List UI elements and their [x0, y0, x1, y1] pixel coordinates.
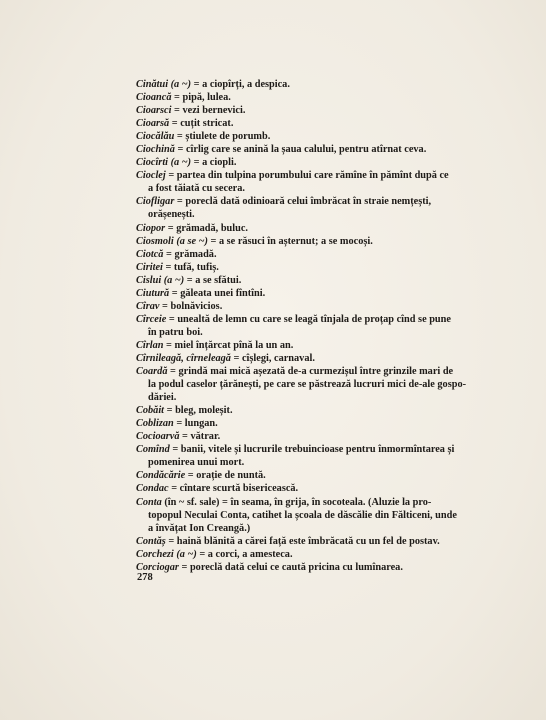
entry-definition: = cîntare scurtă bisericească.	[168, 483, 299, 495]
glossary-entry	[136, 261, 498, 274]
glossary-entry	[136, 78, 498, 91]
entry-headword: Contăș	[136, 535, 166, 547]
entry-definition: = cîșlegi, carnaval.	[230, 352, 315, 364]
entry-definition: = poreclă dată celui ce caută pricina cu lumînarea.	[178, 561, 403, 573]
page-number: 278	[137, 572, 153, 583]
entry-headword: Corciogar	[136, 561, 179, 573]
glossary-entry	[136, 117, 498, 130]
entry-headword: Cioarsci	[136, 105, 172, 117]
entry-definition: = cuțit stricat.	[169, 118, 234, 130]
entry-headword: Coardă	[136, 366, 168, 378]
entry-definition-continuation: topopul Neculai Conta, catihet la școala de dăscălie din Fălticeni, unde	[148, 509, 457, 521]
glossary-entry	[136, 248, 498, 261]
glossary-entry	[136, 548, 498, 561]
entry-definition: = miel înțărcat pînă la un an.	[163, 339, 294, 351]
entry-headword: Condăcărie	[136, 470, 186, 482]
entry-headword: Corchezi (a ~)	[136, 548, 197, 560]
entry-headword: Ciritei	[136, 261, 163, 273]
glossary-entry	[136, 365, 498, 404]
entry-definition-continuation: la podul caselor țărănești, pe care se păstrează lucruri mici de-ale gospo-	[148, 379, 467, 391]
glossary-entry	[136, 482, 498, 495]
entry-definition: = orație de nuntă.	[185, 470, 266, 482]
entry-definition-continuation: în patru boi.	[148, 326, 203, 338]
glossary-entry	[136, 91, 498, 104]
glossary-entry	[136, 235, 498, 248]
entry-definition: = știulete de porumb.	[174, 131, 271, 143]
entry-headword: Ciochină	[136, 144, 175, 156]
glossary-entry	[136, 169, 498, 195]
entry-headword: Cobăit	[136, 405, 165, 417]
entry-definition: = lungan.	[173, 418, 218, 430]
entry-headword: Cîrav	[136, 300, 160, 312]
entry-headword: Cioarsă	[136, 118, 170, 130]
entry-definition: = grindă mai mică așezată de-a curmezișul între grinzile mari de	[167, 366, 454, 378]
glossary-entry	[136, 417, 498, 430]
glossary-entry	[136, 104, 498, 117]
entry-definition-continuation: a fost tăiată cu secera.	[148, 183, 245, 195]
glossary-entry	[136, 300, 498, 313]
entry-headword: Cocioarvă	[136, 431, 180, 443]
entry-headword: Cioancă	[136, 92, 172, 104]
entry-definition: = partea din tulpina porumbului care rămîne în pămînt după ce	[165, 170, 449, 182]
glossary-entry	[136, 287, 498, 300]
glossary-entries	[136, 78, 498, 574]
entry-definition-continuation: dăriei.	[148, 392, 177, 404]
entry-headword: Conta	[136, 496, 162, 508]
entry-definition: = pipă, lulea.	[171, 92, 231, 104]
glossary-entry	[136, 469, 498, 482]
entry-definition: = unealtă de lemn cu care se leagă tînjala de proțap cînd se pune	[166, 313, 451, 325]
entry-headword: Cioclej	[136, 170, 166, 182]
glossary-entry	[136, 352, 498, 365]
entry-definition: = a ciopîrți, a despica.	[191, 79, 290, 90]
entry-definition-continuation: orășenești.	[148, 209, 195, 221]
entry-headword: Cinătui (a ~)	[136, 79, 192, 90]
entry-headword: Comînd	[136, 444, 170, 456]
entry-headword: Ciocîrti (a ~)	[136, 157, 192, 169]
glossary-entry	[136, 143, 498, 156]
entry-headword: Cislui (a ~)	[136, 274, 185, 286]
entry-definition: = a se sfătui.	[184, 274, 242, 286]
entry-definition: = bleg, moleșit.	[164, 405, 233, 417]
entry-definition: = găleata unei fîntîni.	[169, 287, 266, 299]
entry-definition: = a ciopli.	[191, 157, 237, 169]
entry-headword: Condac	[136, 483, 169, 495]
entry-definition: = vezi bernevici.	[171, 105, 246, 117]
entry-definition: = vătrar.	[179, 431, 221, 443]
entry-definition: (în ~ sf. sale) = în seama, în grija, în socoteala. (Aluzie la pro-	[161, 496, 432, 508]
glossary-entry	[136, 535, 498, 548]
entry-definition: = bolnăvicios.	[159, 300, 223, 312]
glossary-entry	[136, 561, 498, 574]
entry-headword: Ciocălău	[136, 131, 175, 143]
entry-headword: Ciofligar	[136, 196, 175, 208]
entry-headword: Cîrlan	[136, 339, 164, 351]
glossary-entry	[136, 313, 498, 339]
glossary-entry	[136, 156, 498, 169]
entry-definition: = cîrlig care se anină la șaua calului, pentru atîrnat ceva.	[174, 144, 427, 156]
entry-definition: = grămadă.	[163, 248, 217, 260]
entry-definition-continuation: pomenirea unui mort.	[148, 457, 245, 469]
glossary-entry	[136, 496, 498, 535]
glossary-entry	[136, 339, 498, 352]
entry-definition: = a se răsuci în așternut; a se mocoși.	[207, 235, 373, 247]
entry-definition: = banii, vitele și lucrurile trebuincioase pentru înmormîntarea și	[169, 444, 455, 456]
glossary-entry	[136, 404, 498, 417]
glossary-entry	[136, 195, 498, 221]
entry-headword: Ciosmoli (a se ~)	[136, 235, 208, 247]
entry-definition: = poreclă dată odinioară celui îmbrăcat în straie nemțești,	[174, 196, 432, 208]
entry-headword: Ciutură	[136, 287, 170, 299]
entry-headword: Cîrceie	[136, 313, 167, 325]
glossary-entry	[136, 130, 498, 143]
entry-definition: = a corci, a amesteca.	[196, 548, 293, 560]
entry-definition: = grămadă, buluc.	[165, 222, 249, 234]
entry-headword: Coblizan	[136, 418, 174, 430]
glossary-entry	[136, 274, 498, 287]
entry-headword: Ciopor	[136, 222, 166, 234]
glossary-entry	[136, 430, 498, 443]
glossary-entry	[136, 222, 498, 235]
entry-definition: = tufă, tufiș.	[162, 261, 219, 273]
entry-definition-continuation: a învățat Ion Creangă.)	[148, 522, 251, 534]
glossary-entry	[136, 443, 498, 469]
entry-definition: = haină blănită a cărei față este îmbrăcată cu un fel de postav.	[165, 535, 440, 547]
entry-headword: Cîrnileagă, cîrneleagă	[136, 352, 231, 364]
entry-headword: Ciotcă	[136, 248, 164, 260]
